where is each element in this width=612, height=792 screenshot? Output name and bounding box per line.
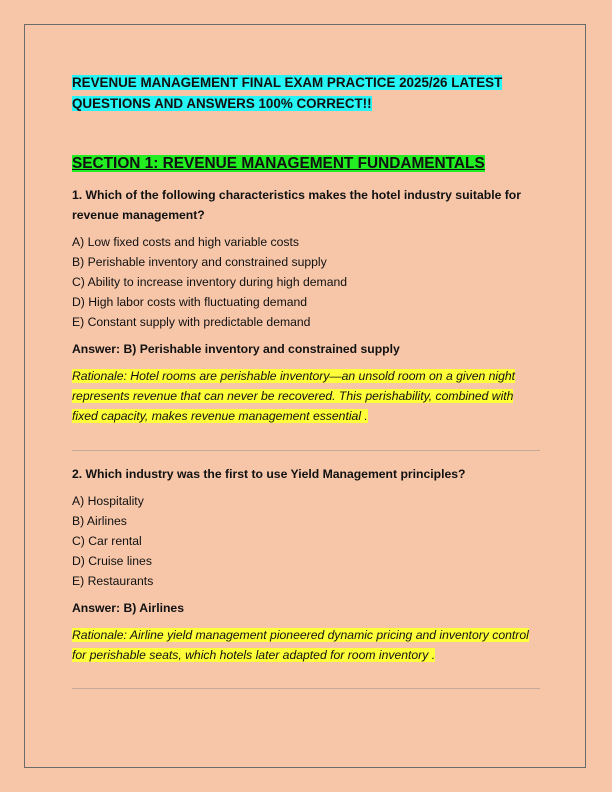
document-title-text: REVENUE MANAGEMENT FINAL EXAM PRACTICE 2025/26 LATEST QUESTIONS AND ANSWERS 100% CORRECT!! [72,75,503,111]
option-item: D) Cruise lines [72,554,152,568]
rationale-highlight: Rationale: Airline yield management pioneered dynamic pricing and inventory control for perishable seats, which hotels later adapted for room inventory . [72,628,529,662]
option-item: E) Restaurants [72,574,154,588]
option-item: A) Hospitality [72,494,144,508]
option-item: B) Perishable inventory and constrained supply [72,255,327,269]
question-text: 1. Which of the following characteristics makes the hotel industry suitable for revenue management? [72,188,521,222]
option-item: E) Constant supply with predictable demand [72,315,311,329]
question-block-2 [72,464,542,665]
rationale-text [72,366,542,426]
option-list [72,491,542,591]
answer-text: Answer: B) Airlines [72,601,184,615]
answer-text: Answer: B) Perishable inventory and constrained supply [72,342,400,356]
option-item: D) High labor costs with fluctuating demand [72,295,308,309]
rationale-text [72,625,542,665]
option-item: C) Car rental [72,534,142,548]
question-divider [72,450,540,451]
option-item: A) Low fixed costs and high variable costs [72,235,299,249]
question-block-1 [72,185,542,426]
option-item: C) Ability to increase inventory during high demand [72,275,348,289]
option-list [72,232,542,332]
option-item: B) Airlines [72,514,127,528]
section-heading-text: SECTION 1: REVENUE MANAGEMENT FUNDAMENTALS [72,155,485,172]
rationale-highlight: Rationale: Hotel rooms are perishable inventory—an unsold room on a given night represents revenue that can never be recovered. This perishability, combined with fixed capacity, makes revenue management essential . [72,369,516,423]
question-divider [72,688,540,689]
document-title [72,72,542,114]
document-content [72,72,542,662]
question-text: 2. Which industry was the first to use Yield Management principles? [72,467,466,481]
section-heading [72,154,485,174]
